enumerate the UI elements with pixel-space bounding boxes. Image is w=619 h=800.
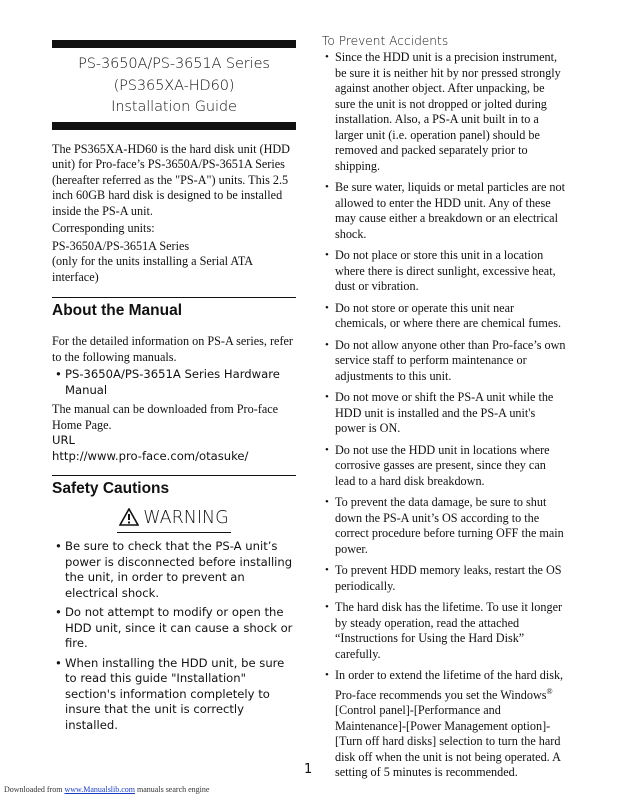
safety-heading: Safety Cautions: [52, 480, 170, 497]
title-line-3: Installation Guide: [111, 99, 237, 115]
prevent-item-7: • Do not use the HDD unit in locations where corrosive gasses are present, since they can lead to a hard disk breakdown.: [322, 443, 567, 490]
prevent-item-8: • To prevent the data damage, be sure to shut down the PS-A unit’s OS according to the correct procedure before turning OFF the main power.: [322, 495, 567, 557]
prevent-item-6: • Do not move or shift the PS-A unit while the HDD unit is installed and the PS-A unit's power is ON.: [322, 390, 567, 437]
safety-item-1: • Be sure to check that the PS-A unit’s power is disconnected before installing the unit, in order to prevent an electrical shock.: [52, 539, 296, 601]
title-top-rule: [52, 40, 296, 48]
warning-banner: [52, 508, 296, 533]
warning-triangle-icon: [119, 508, 139, 531]
safety-item-2: • Do not attempt to modify or open the HDD unit, since it can cause a shock or fire.: [52, 605, 296, 652]
prevent-item-10: • The hard disk has the lifetime. To use it longer by steady operation, read the attached “Instructions for Using the Hard Disk” carefully.: [322, 600, 567, 662]
safety-rule: [52, 475, 296, 476]
warning-label-box: [117, 508, 230, 533]
prevent-heading: To Prevent Accidents: [322, 34, 449, 48]
prevent-item-1: • Since the HDD unit is a precision instrument, be sure it is neither hit by nor pressed strongly against another object. After unpacking, be sure the unit is not dropped or jolted during installation. Also, a PS-A unit built in to a larger unit (i.e. operation panel) should be removed and packed separately prior to shipping.: [322, 50, 567, 174]
download-text: The manual can be downloaded from Pro-face Home Page.: [52, 402, 279, 432]
right-column: [322, 34, 567, 787]
safety-list: [52, 539, 296, 733]
title-line-2: (PS365XA-HD60): [113, 77, 235, 94]
prevent-item-11-before: In order to extend the lifetime of the hard disk, Pro-face recommends you set the Windows: [335, 668, 564, 702]
page-number: 1: [304, 762, 313, 777]
registered-mark: ®: [546, 686, 553, 696]
footer-prefix: Downloaded from: [4, 785, 65, 794]
about-heading: About the Manual: [52, 302, 183, 319]
corresponding-note: (only for the units installing a Serial ATA interface): [52, 254, 253, 284]
prevent-item-3: • Do not place or store this unit in a location where there is direct sunlight, excessive heat, dust or vibration.: [322, 248, 567, 295]
url-label: URL: [52, 433, 76, 447]
prevent-item-11-after: [Control panel]-[Performance and Maintenance]-[Power Management option]-[Turn off hard disks] selection to turn the hard disk off when the unit is not being operated. A setting of 5 minutes is recommended.: [335, 703, 561, 780]
corresponding-label: Corresponding units:: [52, 221, 155, 235]
document-title: [52, 48, 296, 122]
footer-link[interactable]: www.Manualslib.com: [64, 785, 136, 794]
prevent-item-9: • To prevent HDD memory leaks, restart the OS periodically.: [322, 563, 567, 594]
about-paragraph: For the detailed information on PS-A series, refer to the following manuals.: [52, 334, 293, 364]
prevent-item-4: • Do not store or operate this unit near chemicals, or where there are chemical fumes.: [322, 301, 567, 332]
warning-text: WARNING: [143, 508, 229, 528]
download-footer: [4, 785, 209, 794]
prevent-item-11: [322, 668, 567, 781]
left-column: [52, 40, 296, 733]
manual-list: [52, 367, 296, 398]
url-link[interactable]: http://www.pro-face.com/otasuke/: [52, 448, 249, 463]
about-rule: [52, 297, 296, 298]
title-bottom-rule: [52, 122, 296, 130]
intro-paragraph: The PS365XA-HD60 is the hard disk unit (HDD unit) for Pro-face’s PS-3650A/PS-3651A Series (hereafter referred as the "PS-A") units. This 2.5 inch 60GB hard disk is designed to be installed inside the PS-A unit.: [52, 141, 290, 218]
safety-item-3: • When installing the HDD unit, be sure to read this guide "Installation" section's information completely to insure that the unit is correctly installed.: [52, 656, 296, 734]
corresponding-units: PS-3650A/PS-3651A Series: [52, 238, 190, 253]
prevent-item-5: • Do not allow anyone other than Pro-face’s own service staff to perform maintenance or adjustments to this unit.: [322, 338, 567, 385]
prevent-item-2: • Be sure water, liquids or metal particles are not allowed to enter the HDD unit. Any of these may cause either a breakdown or an electrical shock.: [322, 180, 567, 242]
manual-item: • PS-3650A/PS-3651A Series Hardware Manual: [52, 367, 296, 398]
footer-suffix: manuals search engine: [135, 785, 210, 794]
prevent-list: [322, 50, 567, 781]
title-line-1: PS-3650A/PS-3651A Series: [78, 56, 270, 72]
